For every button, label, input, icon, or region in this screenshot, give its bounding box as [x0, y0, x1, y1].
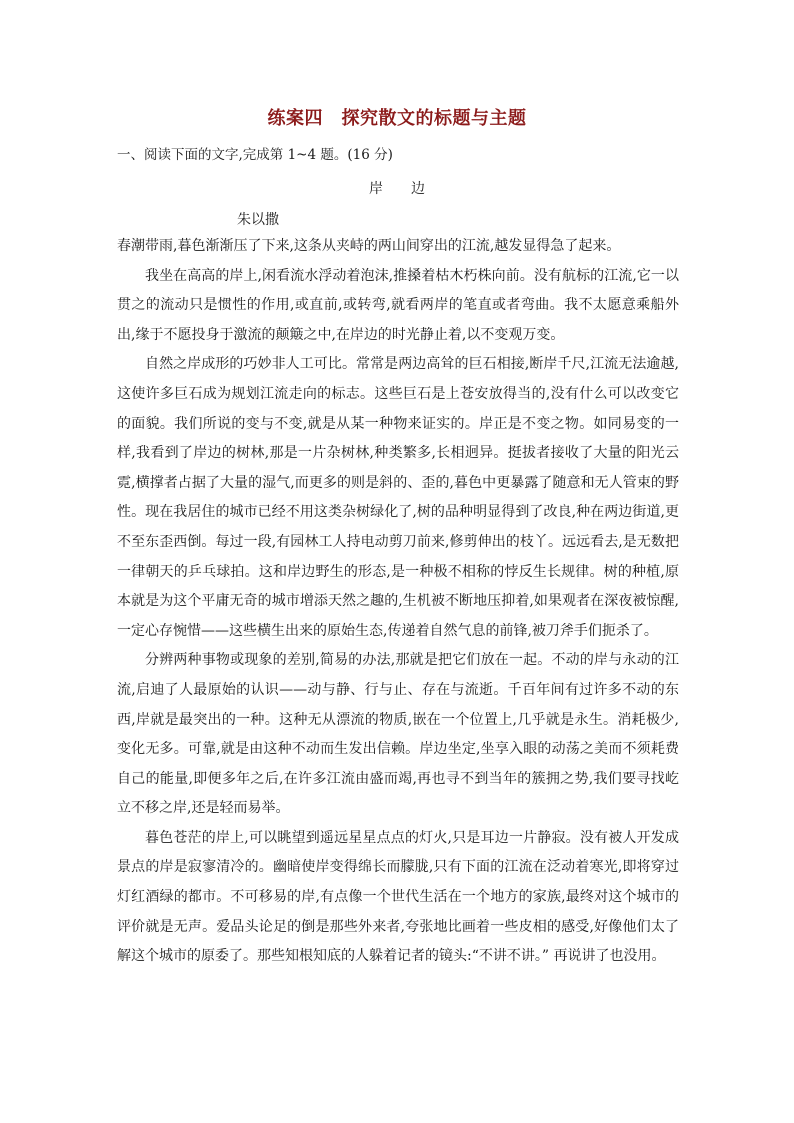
essay-paragraph: 分辨两种事物或现象的差别,简易的办法,那就是把它们放在一起。不动的岸与永动的江流,启迪了人最原始的认识——动与静、行与止、存在与流逝。千百年间有过许多不动的东西,岸就是最突出的一种。这种无从漂流的物质,嵌在一个位置上,几乎就是永生。消耗极少,变化无多。可靠,就是由这种不动而生发出信赖。岸边坐定,坐享入眼的动荡之美而不须耗费自己的能量,即便多年之后,在许多江流由盛而竭,再也寻不到当年的簇拥之势,我们要寻找屹立不移之岸,还是轻而易举。	[117, 652, 679, 817]
essay-paragraph: 春潮带雨,暮色渐渐压了下来,这条从夹峙的两山间穿出的江流,越发显得急了起来。	[117, 238, 621, 254]
essay-title: 岸 边	[369, 181, 425, 197]
essay-author: 朱以撒	[237, 212, 279, 228]
essay-paragraph: 暮色苍茫的岸上,可以眺望到遥远星星点点的灯火,只是耳边一片静寂。没有被人开发成景点的岸是寂寥清冷的。幽暗使岸变得绵长而朦胧,只有下面的江流在泛动着寒光,即将穿过灯红酒绿的都市。不可移易的岸,有点像一个世代生活在一个地方的家族,最终对这个城市的评价就是无声。爱品头论足的倒是那些外来者,夸张地比画着一些皮相的感受,好像他们太了解这个城市的原委了。那些知根知底的人躲着记者的镜头:“不讲不讲。” 再说讲了也没用。	[117, 829, 679, 965]
page-title: 练案四 探究散文的标题与主题	[267, 108, 527, 129]
question-instruction: 一、阅读下面的文字,完成第 1~4 题。(16 分)	[117, 147, 393, 163]
essay-paragraph: 自然之岸成形的巧妙非人工可比。常常是两边高耸的巨石相接,断岸千尺,江流无法逾越,这使许多巨石成为规划江流走向的标志。这些巨石是上苍安放得当的,没有什么可以改变它的面貌。我们所说的变与不变,就是从某一种物来证实的。岸正是不变之物。如同易变的一样,我看到了岸边的树林,那是一片杂树林,种类繁多,长相迥异。挺拔者接收了大量的阳光云霓,横撑者占据了大量的湿气,而更多的则是斜的、歪的,暮色中更暴露了随意和无人管束的野性。现在我居住的城市已经不用这类杂树绿化了,树的品种明显得到了改良,种在两边街道,更不至东歪西倒。每过一段,有园林工人持电动剪刀前来,修剪伸出的枝丫。远远看去,是无数把一律朝天的乒乓球拍。这和岸边野生的形态,是一种极不相称的悖反生长规律。树的种植,原本就是为这个平庸无奇的城市增添天然之趣的,生机被不断地压抑着,如果观者在深夜被惊醒,一定心存惋惜——这些横生出来的原始生态,传递着自然气息的前锋,被刀斧手们扼杀了。	[117, 356, 679, 639]
essay-body	[117, 232, 679, 972]
essay-paragraph: 我坐在高高的岸上,闲看流水浮动着泡沫,推搡着枯木朽株向前。没有航标的江流,它一以贯之的流动只是惯性的作用,或直前,或转弯,就看两岸的笔直或者弯曲。我不太愿意乘船外出,缘于不愿投身于激流的颠簸之中,在岸边的时光静止着,以不变观万变。	[117, 267, 679, 343]
